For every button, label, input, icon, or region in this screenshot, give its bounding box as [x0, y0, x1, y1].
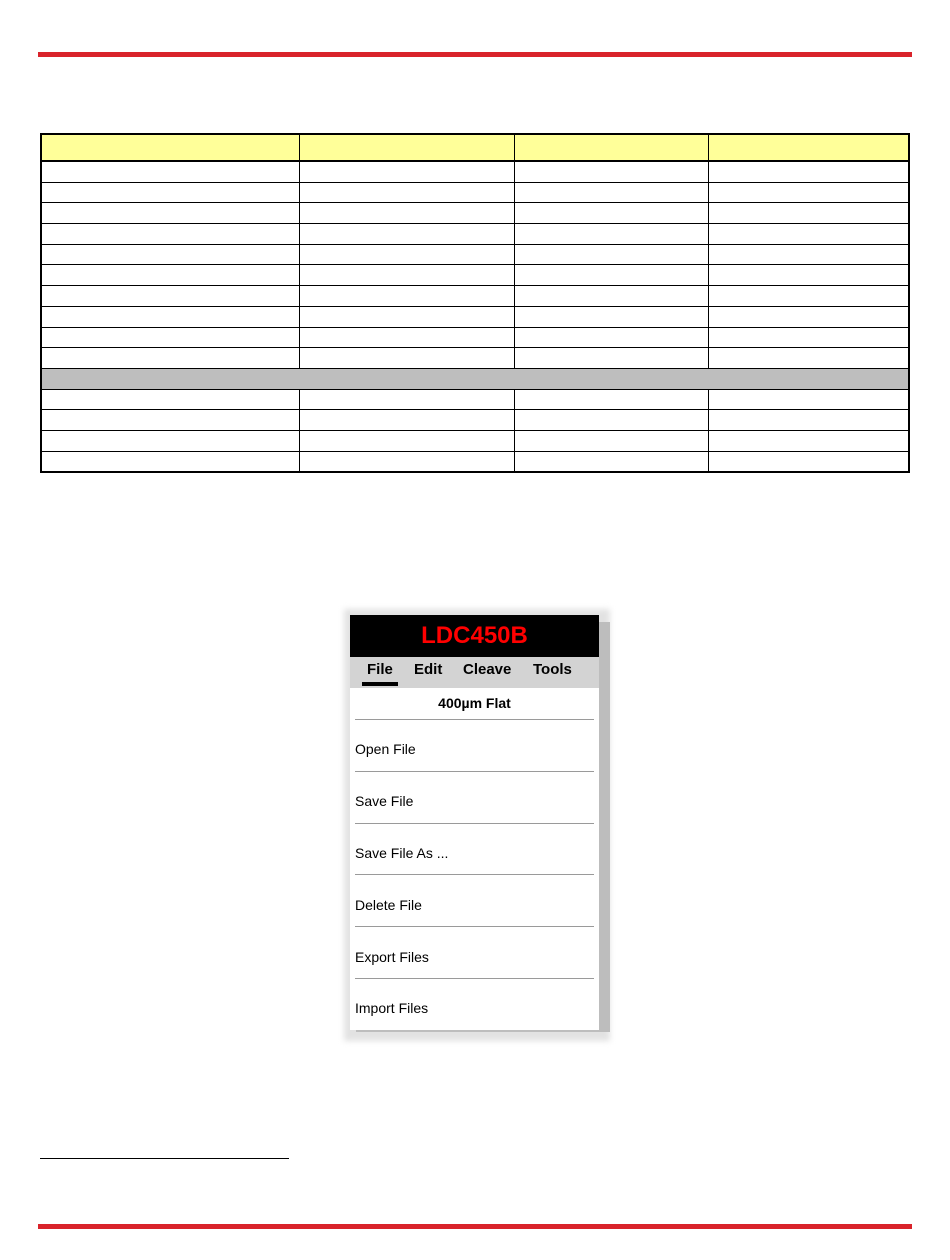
menu-item-save-file[interactable]: Save File — [355, 793, 414, 809]
bottom-red-rule — [38, 1224, 912, 1229]
menu-item-open-file[interactable]: Open File — [355, 741, 416, 757]
menu-tab-edit[interactable]: Edit — [414, 661, 443, 678]
menu-divider — [355, 978, 594, 979]
table-row — [41, 327, 909, 348]
menu-divider — [355, 771, 594, 772]
table-row — [41, 265, 909, 286]
table-row — [41, 224, 909, 245]
table-row — [41, 203, 909, 224]
menu-item-import-files[interactable]: Import Files — [355, 1000, 429, 1016]
menu-item-delete-file[interactable]: Delete File — [355, 897, 422, 913]
menu-divider — [355, 823, 594, 824]
current-file-label: 400µm Flat — [438, 695, 511, 711]
table-row — [41, 410, 909, 431]
menu-item-export-files[interactable]: Export Files — [355, 949, 429, 965]
menu-divider — [355, 719, 594, 720]
menu-divider — [355, 874, 594, 875]
menu-divider — [355, 926, 594, 927]
table-row — [41, 182, 909, 203]
menu-tab-tools[interactable]: Tools — [533, 661, 572, 678]
menu-tab-file[interactable]: File — [367, 661, 393, 678]
device-screen — [350, 615, 599, 1030]
top-red-rule — [38, 52, 912, 57]
table-row — [41, 451, 909, 472]
device-title: LDC450B — [350, 615, 599, 657]
table-header-row — [41, 134, 909, 161]
table-row — [41, 306, 909, 327]
table-row — [41, 244, 909, 265]
table-row — [41, 389, 909, 410]
table-section-row — [41, 368, 909, 389]
menu-item-save-file-as[interactable]: Save File As ... — [355, 845, 449, 861]
menu-tab-cleave[interactable]: Cleave — [463, 661, 512, 678]
spec-table — [40, 133, 910, 473]
table-row — [41, 430, 909, 451]
footnote-rule — [40, 1158, 289, 1159]
menu-bar — [350, 657, 599, 688]
table-row — [41, 348, 909, 369]
table-row — [41, 161, 909, 182]
table-row — [41, 286, 909, 307]
